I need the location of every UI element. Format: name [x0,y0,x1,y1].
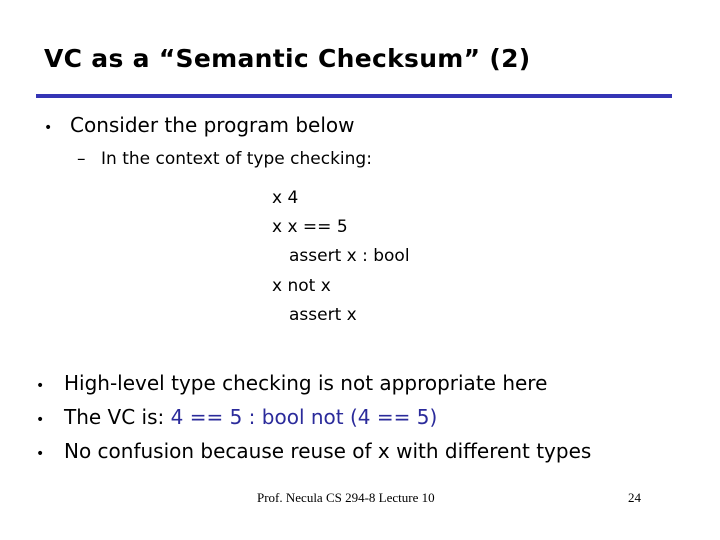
code-line: x not x [272,276,331,296]
code-line: x x == 5 [272,217,348,237]
footer-credit: Prof. Necula CS 294-8 Lecture 10 [257,490,435,505]
bullet-high-level: High-level type checking is not appropriate here [64,371,548,395]
title-underline [36,94,672,98]
sub-bullet-context: In the context of type checking: [101,149,372,169]
bullet-vc-prefix: The VC is: [64,405,171,429]
code-line: assert x [289,305,357,325]
sub-bullet-dash: – [77,149,86,169]
slide-title: VC as a “Semantic Checksum” (2) [44,44,531,73]
bullet-dot: • [36,446,45,462]
bullet-dot: • [36,412,45,428]
code-line: assert x : bool [289,246,410,266]
bullet-consider: Consider the program below [70,113,355,137]
bullet-dot: • [44,120,53,136]
bullet-dot: • [36,378,45,394]
vc-formula: 4 == 5 : bool not (4 == 5) [170,405,438,429]
bullet-vc [64,405,437,429]
code-line: x 4 [272,188,299,208]
page-number: 24 [628,490,641,505]
bullet-no-confusion: No confusion because reuse of x with different types [64,439,592,463]
